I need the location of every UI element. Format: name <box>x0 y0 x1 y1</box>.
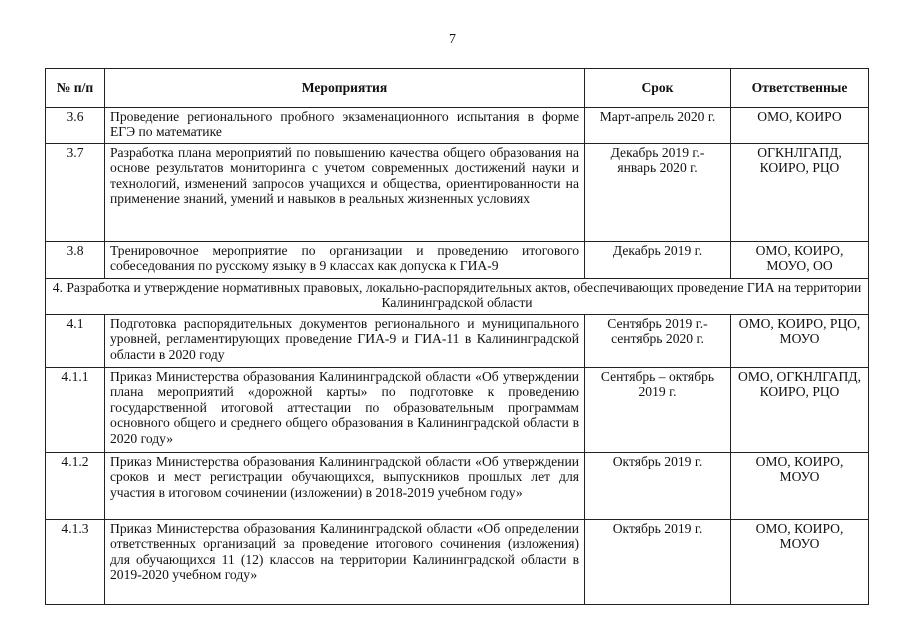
row-number: 4.1.1 <box>46 368 105 453</box>
header-num: № п/п <box>46 69 105 108</box>
row-number: 3.7 <box>46 144 105 242</box>
row-number: 3.6 <box>46 108 105 144</box>
row-number: 3.8 <box>46 242 105 279</box>
table-row <box>46 368 869 453</box>
row-activity: Проведение регионального пробного экзаменационного испытания в форме ЕГЭ по математике <box>105 108 585 144</box>
table-row <box>46 242 869 279</box>
row-term: Декабрь 2019 г.- январь 2020 г. <box>585 144 731 242</box>
row-term: Октябрь 2019 г. <box>585 453 731 520</box>
row-activity: Приказ Министерства образования Калининградской области «Об утверждении плана мероприятий «дорожной карты» по подготовке к проведению государственной итоговой аттестации по образовательным программам основного общего и среднего общего образования в Калининградской области в 2020 году» <box>105 368 585 453</box>
row-activity: Тренировочное мероприятие по организации и проведению итогового собеседования по русскому языку в 9 классах как допуска к ГИА-9 <box>105 242 585 279</box>
page-number: 7 <box>449 32 456 47</box>
row-responsible: ОМО, ОГКНЛГАПД, КОИРО, РЦО <box>731 368 869 453</box>
events-table <box>45 68 869 605</box>
section-row <box>46 279 869 315</box>
row-term: Сентябрь – октябрь 2019 г. <box>585 368 731 453</box>
table-header-row <box>46 69 869 108</box>
table-row <box>46 520 869 605</box>
row-term: Март-апрель 2020 г. <box>585 108 731 144</box>
row-number: 4.1.2 <box>46 453 105 520</box>
row-term: Декабрь 2019 г. <box>585 242 731 279</box>
row-responsible: ОГКНЛГАПД, КОИРО, РЦО <box>731 144 869 242</box>
header-activity: Мероприятия <box>105 69 585 108</box>
row-responsible: ОМО, КОИРО, МОУО <box>731 520 869 605</box>
row-activity: Приказ Министерства образования Калининградской области «Об утверждении сроков и мест регистрации обучающихся, выпускников прошлых лет для участия в итоговом сочинении (изложении) в 2018-2019 учебном году» <box>105 453 585 520</box>
row-responsible: ОМО, КОИРО, МОУО, ОО <box>731 242 869 279</box>
row-term: Октябрь 2019 г. <box>585 520 731 605</box>
row-responsible: ОМО, КОИРО, МОУО <box>731 453 869 520</box>
header-term: Срок <box>585 69 731 108</box>
row-activity: Приказ Министерства образования Калининградской области «Об определении ответственных организаций за проведение итогового сочинения (изложения) для обучающихся 11 (12) классов на территории Калининградской области в 2019-2020 учебном году» <box>105 520 585 605</box>
row-responsible: ОМО, КОИРО <box>731 108 869 144</box>
section-title: 4. Разработка и утверждение нормативных правовых, локально-распорядительных актов, обеспечивающих проведение ГИА на территории Калининградской области <box>46 279 869 315</box>
row-responsible: ОМО, КОИРО, РЦО, МОУО <box>731 315 869 368</box>
table-row <box>46 315 869 368</box>
header-responsible: Ответственные <box>731 69 869 108</box>
table-row <box>46 453 869 520</box>
row-number: 4.1.3 <box>46 520 105 605</box>
row-activity: Разработка плана мероприятий по повышению качества общего образования на основе результатов мониторинга с учетом современных достижений науки и технологий, изменений запросов учащихся и общества, ориентированности на применение знаний, умений и навыков в реальных жизненных условиях <box>105 144 585 242</box>
row-term: Сентябрь 2019 г.- сентябрь 2020 г. <box>585 315 731 368</box>
row-number: 4.1 <box>46 315 105 368</box>
row-activity: Подготовка распорядительных документов регионального и муниципального уровней, регламентирующих проведение ГИА-9 и ГИА-11 в Калининградской области в 2020 году <box>105 315 585 368</box>
table-row <box>46 108 869 144</box>
table-row <box>46 144 869 242</box>
